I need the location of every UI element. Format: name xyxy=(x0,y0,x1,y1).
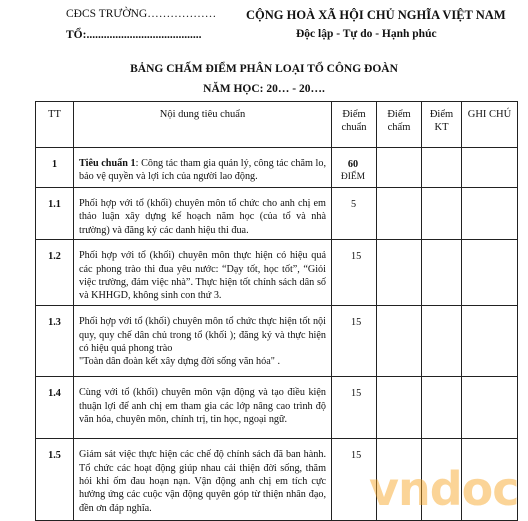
row-score: 5 xyxy=(332,188,377,240)
row-kt xyxy=(422,148,462,188)
row-kt xyxy=(422,306,462,377)
row-content: Phối hợp với tổ (khối) chuyên môn thực hiện có hiệu quả các phong trào thi đua yêu nước: “Dạy tốt, học tốt”, “Giỏi việc trường, đảm việc nhà”. Thực hiện tốt chính sách dân số và KHHGD, không sinh con thứ 3. xyxy=(74,240,332,306)
row-tt: 1.3 xyxy=(36,306,74,377)
table-row xyxy=(36,306,518,377)
row-note xyxy=(462,148,518,188)
row-score xyxy=(332,148,377,188)
table-row xyxy=(36,148,518,188)
row-content xyxy=(74,306,332,377)
row-marked xyxy=(377,306,422,377)
table-header-row xyxy=(36,102,518,148)
row-score: 15 xyxy=(332,306,377,377)
row-tt: 1.4 xyxy=(36,377,74,439)
table-row xyxy=(36,377,518,439)
row-note xyxy=(462,240,518,306)
row-marked xyxy=(377,377,422,439)
score-value: 60 xyxy=(347,159,359,170)
row-note xyxy=(462,306,518,377)
row-tt: 1.1 xyxy=(36,188,74,240)
row-score: 15 xyxy=(332,439,377,521)
national-title: CỘNG HOÀ XÃ HỘI CHỦ NGHĨA VIỆT NAM xyxy=(246,8,506,22)
document-title: BẢNG CHẤM ĐIỂM PHÂN LOẠI TỔ CÔNG ĐOÀN xyxy=(130,63,398,75)
row-tt: 1.2 xyxy=(36,240,74,306)
row-tt: 1.5 xyxy=(36,439,74,521)
score-unit: ĐIỂM xyxy=(340,172,366,183)
row-content: Cùng với tổ (khối) chuyên môn vận động và tạo điều kiện thuận lợi để anh chị em tham gia các lớp nâng cao trình độ văn hóa, chuyên môn, chính trị, tin học, ngoại ngữ. xyxy=(74,377,332,439)
row-marked xyxy=(377,188,422,240)
row-content: Phối hợp với tổ (khối) chuyên môn tổ chức cho anh chị em thảo luận xây dựng kế hoạch năm học (của tổ và nhà trường) và đăng ký các danh hiệu thi đua. xyxy=(74,188,332,240)
col-header-tt: TT xyxy=(36,102,74,148)
table-row xyxy=(36,188,518,240)
row-content-text: Phối hợp với tổ (khối) chuyên môn tổ chức thực hiện tốt nội quy, quy chế dân chủ trong tổ (khối ); đăng ký và thực hiện có hiệu quả phong trào xyxy=(79,316,326,355)
school-union-label: CĐCS TRƯỜNG……………… xyxy=(66,8,217,20)
criterion-title: Tiêu chuẩn 1 xyxy=(79,158,136,169)
row-marked xyxy=(377,148,422,188)
vndoc-watermark-logo: vndoc xyxy=(369,462,519,516)
row-kt xyxy=(422,240,462,306)
row-score: 15 xyxy=(332,377,377,439)
row-content xyxy=(74,148,332,188)
row-content-quote: "Toàn dân đoàn kết xây dựng đời sống văn hóa" . xyxy=(79,356,280,368)
row-tt: 1 xyxy=(36,148,74,188)
col-header-note: GHI CHÚ xyxy=(462,102,518,148)
national-motto: Độc lập - Tự do - Hạnh phúc xyxy=(296,28,437,40)
school-year: NĂM HỌC: 20… - 20…. xyxy=(203,83,325,95)
table-row xyxy=(36,240,518,306)
row-score: 15 xyxy=(332,240,377,306)
row-content: Giám sát việc thực hiện các chế độ chính sách đã ban hành. Tổ chức các hoạt động giúp nhau cải thiện đời sống, thăm hỏi khi ốm đau hoạn nạn. Vận động anh chị em tích cực hưởng ứng các cuộc vận động quyên góp từ thiện nhân đạo, đền ơn đáp nghĩa. xyxy=(74,439,332,521)
row-note xyxy=(462,188,518,240)
criterion-text: : Công tác tham gia quản lý, công tác chăm lo, bảo vệ quyền và lợi ích của người lao động. xyxy=(79,158,326,183)
col-header-marked: Điểm chấm xyxy=(377,102,422,148)
col-header-standard: Điểm chuẩn xyxy=(332,102,377,148)
scoring-table xyxy=(35,101,518,521)
col-header-content: Nội dung tiêu chuẩn xyxy=(74,102,332,148)
row-marked xyxy=(377,240,422,306)
row-note xyxy=(462,377,518,439)
col-header-kt: Điểm KT xyxy=(422,102,462,148)
row-kt xyxy=(422,188,462,240)
row-kt xyxy=(422,377,462,439)
group-label: TỔ:........................................ xyxy=(66,29,202,41)
